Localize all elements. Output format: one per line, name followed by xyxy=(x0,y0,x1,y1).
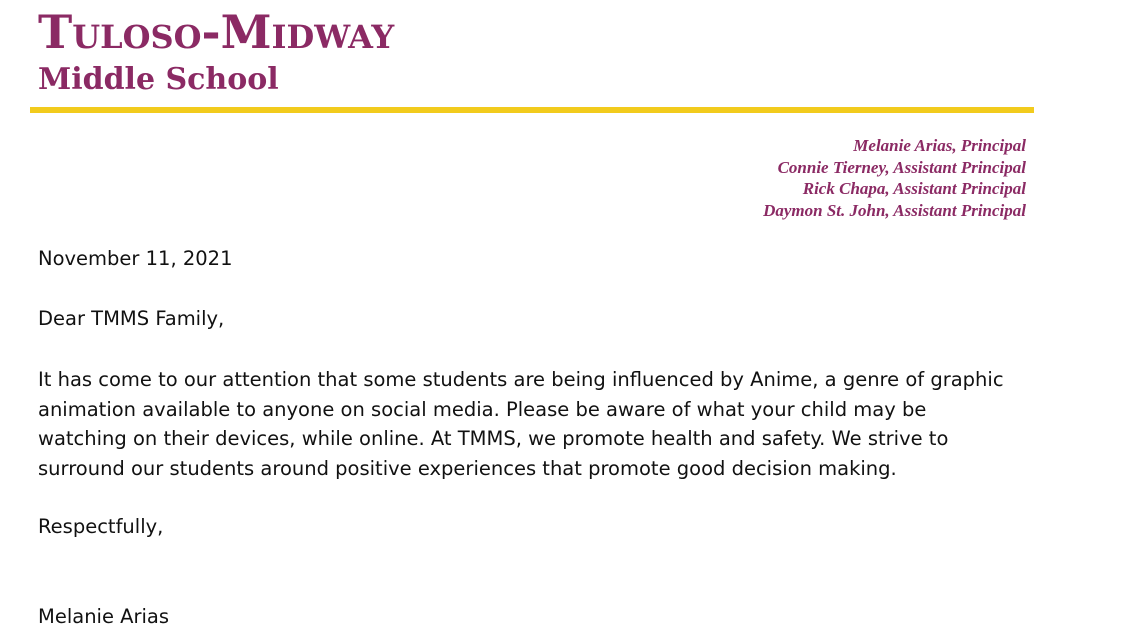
letter-body-line: surround our students around positive experiences that promote good decision making. xyxy=(38,456,897,480)
letter-greeting: Dear TMMS Family, xyxy=(38,307,225,330)
letterhead-divider xyxy=(30,107,1034,113)
school-subtitle: Middle School xyxy=(38,62,279,97)
letter-date: November 11, 2021 xyxy=(38,247,233,270)
staff-list xyxy=(763,135,1026,221)
school-name: Tuloso-Midway xyxy=(38,5,395,59)
letter-signer: Melanie Arias xyxy=(38,605,170,628)
letter-body-paragraph xyxy=(38,365,1004,483)
staff-assistant-principal-2: Rick Chapa, Assistant Principal xyxy=(802,179,1026,198)
staff-assistant-principal-3: Daymon St. John, Assistant Principal xyxy=(763,200,1026,220)
staff-principal: Melanie Arias, Principal xyxy=(853,136,1026,155)
letter-body-line: animation available to anyone on social media. Please be aware of what your child may be xyxy=(38,397,927,421)
letter-closing: Respectfully, xyxy=(38,515,164,538)
letter-body-line: It has come to our attention that some students are being influenced by Anime, a genre of graphic xyxy=(38,368,1004,391)
letter-body-line: watching on their devices, while online. At TMMS, we promote health and safety. We strive to xyxy=(38,427,949,450)
staff-assistant-principal-1: Connie Tierney, Assistant Principal xyxy=(777,157,1026,177)
